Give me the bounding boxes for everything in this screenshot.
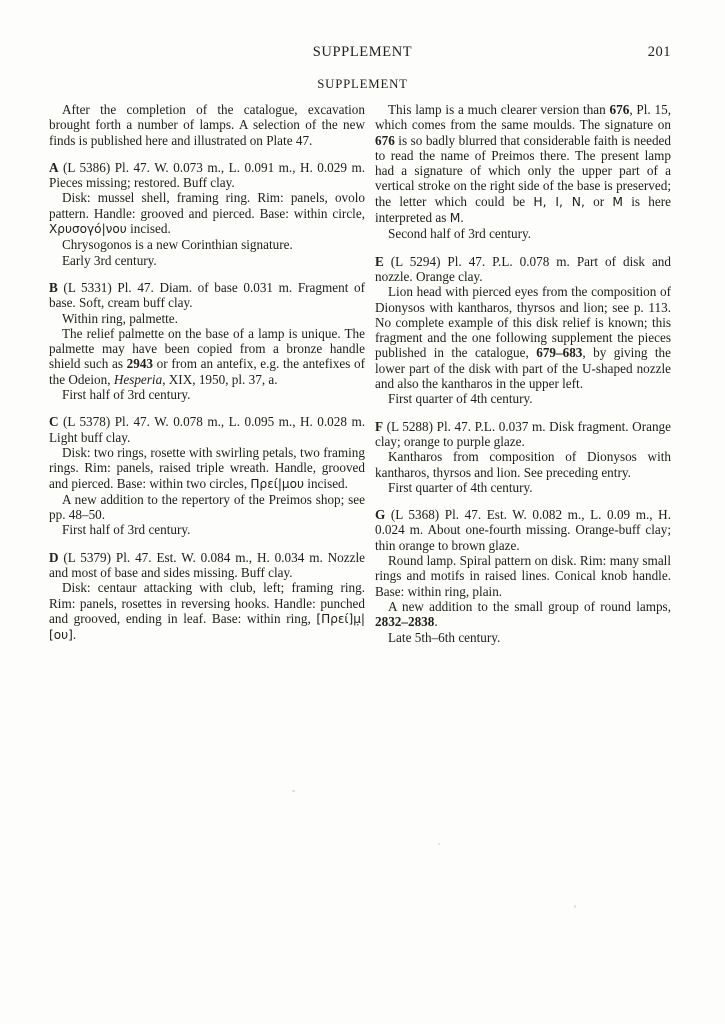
entry-e-date: First quarter of 4th century. [388,391,533,407]
entry-a-date: Early 3rd century. [62,252,157,268]
entry-f-date: First quarter of 4th century. [388,479,533,495]
right-column [375,102,671,645]
entry-a-description: Disk: mussel shell, framing ring. Rim: panels, ovolo pattern. Handle: grooved and pierced. Base: within circle, Χρυσογό|νου incised. [49,190,365,237]
scan-speck [292,790,295,792]
entry-a-comment: Chrysogonos is a new Corinthian signature. [62,237,293,253]
entry-b-comment: The relief palmette on the base of a lamp is unique. The palmette may have been copied from a bronze handle shield such as 2943 or from an antefix, e.g. the antefixes of the Odeion, Hesperia, XIX, 1950, pl. 37, a. [49,325,365,387]
left-column [49,102,365,644]
page-number: 201 [647,44,671,60]
entry-e-description: Lion head with pierced eyes from the composition of Dionysos with kantharos, thyrsos and lion; see p. 113. No complete example of this disk relief is known; this fragment and the one following supplement the pieces published in the catalogue, 679–683, by giving the lower part of the disk with part of the U-shaped nozzle and also the kantharos in the upper left. [375,284,671,392]
text-block [49,102,671,645]
scan-speck [438,843,440,845]
entry-c-description: Disk: two rings, rosette with swirling petals, two framing rings. Rim: panels, raised triple wreath. Handle, grooved and pierced. Base: within two circles, Πρεί|μου incised. [49,444,365,491]
entry-d-comment: This lamp is a much clearer version than 676, Pl. 15, which comes from the same moulds. The signature on 676 is so badly blurred that considerable faith is needed to read the name of Preimos there. The present lamp had a signature of which only the upper part of a vertical stroke on the right side of the base is preserved; the letter which could be H, I, N, or M is here interpreted as M. [375,102,672,226]
entry-d-description: Disk: centaur attacking with club, left; framing ring. Rim: panels, rosettes in reversing hooks. Handle: punched and grooved, ending in leaf. Base: within ring, [Πρεί]μ̣|[ου]. [49,580,365,643]
entry-d-date: Second half of 3rd century. [388,226,532,242]
entry-b-date: First half of 3rd century. [62,387,191,403]
entry-f-description: Kantharos from composition of Dionysos with kantharos, thyrsos and lion. See preceding entry. [375,449,671,480]
entry-g-heading: G (L 5368) Pl. 47. Est. W. 0.082 m., L. 0.09 m., H. 0.024 m. About one-fourth missing. Orange-buff clay; thin orange to brown glaze. [375,507,671,553]
entry-b-heading: B (L 5331) Pl. 47. Diam. of base 0.031 m. Fragment of base. Soft, cream buff clay. [49,279,365,311]
entry-e-heading: E (L 5294) Pl. 47. P.L. 0.078 m. Part of disk and nozzle. Orange clay. [375,253,671,284]
scan-speck [574,905,576,908]
entry-d-heading: D (L 5379) Pl. 47. Est. W. 0.084 m., H. 0.034 m. Nozzle and most of base and sides missing. Buff clay. [49,549,365,581]
entry-b-description: Within ring, palmette. [62,310,178,326]
entry-c-date: First half of 3rd century. [62,522,191,538]
entry-g-date: Late 5th–6th century. [388,629,501,645]
section-title: SUPPLEMENT [317,77,408,91]
running-head: SUPPLEMENT [312,44,413,60]
entry-g-comment: A new addition to the small group of round lamps, 2832–2838. [375,598,671,630]
entry-c-comment: A new addition to the repertory of the Preimos shop; see pp. 48–50. [49,491,365,523]
entry-c-heading: C (L 5378) Pl. 47. W. 0.078 m., L. 0.095 m., H. 0.028 m. Light buff clay. [49,414,365,445]
entry-f-heading: F (L 5288) Pl. 47. P.L. 0.037 m. Disk fragment. Orange clay; orange to purple glaze. [375,418,671,449]
entry-g-description: Round lamp. Spiral pattern on disk. Rim: many small rings and motifs in raised lines. Conical knob handle. Base: within ring, plain. [375,553,671,599]
intro-paragraph: After the completion of the catalogue, excavation brought forth a number of lamps. A selection of the new finds is published here and illustrated on Plate 47. [49,102,365,148]
entry-a-heading: A (L 5386) Pl. 47. W. 0.073 m., L. 0.091 m., H. 0.029 m. Pieces missing; restored. Buff clay. [49,159,365,191]
